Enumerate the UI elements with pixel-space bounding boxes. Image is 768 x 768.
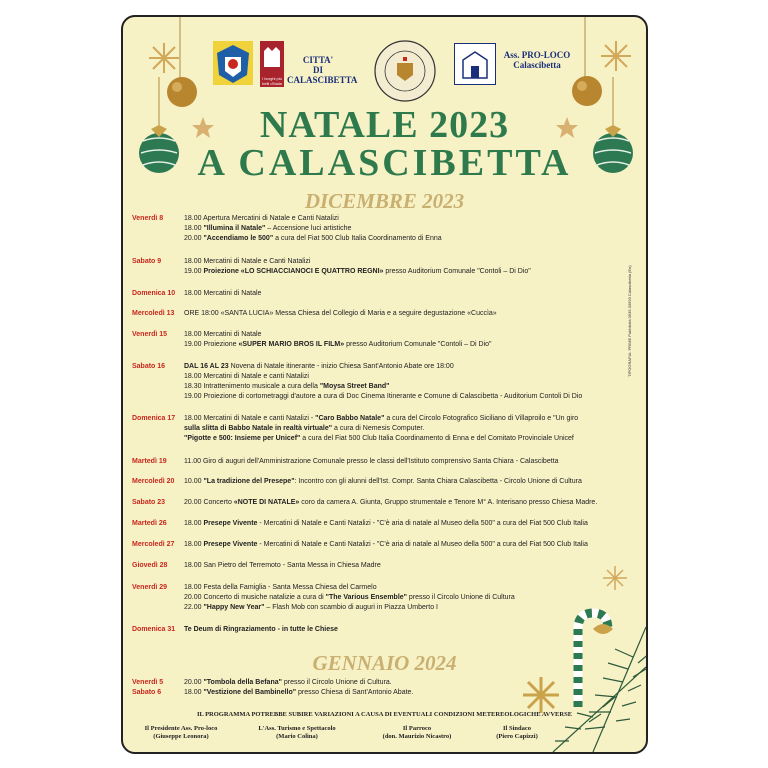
event-line-pre: 19.00 Proiezione di cortometraggi d'autore a cura di Doc Cinema Itinerante e Comune di Calascibetta - Auditorium Contoli Di Dio (184, 393, 583, 400)
event-lines (184, 289, 644, 299)
event-line-post: presso Chiesa di Sant'Antonio Abate. (296, 689, 414, 696)
event-lines (184, 309, 644, 319)
borghi-label: I borghi più belli d'Italia (262, 76, 282, 86)
event-line (184, 678, 644, 688)
event-day: Sabato 6 (132, 689, 162, 696)
event-lines (184, 583, 644, 613)
event-line-pre: 10.00 (184, 478, 204, 485)
event-line-pre: 18.00 Festa della Famiglia - Santa Messa Chiesa del Carmelo (184, 584, 377, 591)
event-line-bold: "Caro Babbo Natale" (315, 415, 385, 422)
city-label-line: CITTA' (302, 55, 334, 65)
event-line (184, 519, 644, 529)
event-line-pre: 18.00 Mercatini di Natale e Canti Natalizi (184, 258, 311, 265)
proloco-label-line: Calascibetta (513, 60, 561, 70)
event-line-pre: 18.00 Mercatini di Natale e canti Natalizi - (184, 415, 316, 422)
event-line-bold: «SUPER MARIO BROS IL FILM» (238, 341, 345, 348)
event-day: Sabato 16 (132, 363, 166, 370)
event-lines (184, 477, 644, 487)
event-line-bold: "Illumina il Natale" (203, 225, 266, 232)
event-line (184, 309, 644, 319)
event-lines (184, 362, 644, 402)
signature-block (247, 725, 347, 741)
event-day: Domenica 10 (132, 290, 176, 297)
event-day: Mercoledì 20 (132, 478, 175, 485)
event-line (184, 414, 644, 424)
event-line-pre: 20.00 (184, 235, 204, 242)
event-line-post: Novena di Natale itinerante - inizio Chiesa Sant'Antonio Abate ore 18:00 (228, 363, 454, 370)
event-line-post: – Accensione luci artistiche (265, 225, 352, 232)
event-line-post: – Flash Mob con scambio di auguri in Piazza Umberto I (264, 604, 438, 611)
event-line (184, 688, 644, 698)
event-line-pre: 20.00 Concerto (184, 499, 234, 506)
event-lines (184, 540, 644, 550)
event-line-post: presso il Circolo Unione di Cultura (406, 594, 515, 601)
event-line-bold: «NOTE DI NATALE» (233, 499, 300, 506)
signature-block (367, 725, 467, 741)
title-line-1: NATALE 2023 (259, 104, 510, 146)
event-line-bold: DAL 16 AL 23 (184, 363, 229, 370)
event-line (184, 625, 644, 635)
signature-role: Il Sindaco (503, 725, 531, 732)
signature-role: Il Presidente Ass. Pro-loco (144, 725, 218, 732)
event-line-post: coro da camera A. Giunta, Gruppo strumentale e Tenore M° A. Interisano presso Chiesa Madre. (299, 499, 598, 506)
event-line (184, 593, 644, 603)
event-day: Domenica 31 (132, 626, 176, 633)
event-day: Venerdì 5 (132, 679, 164, 686)
event-lines (184, 214, 644, 244)
event-line-pre: 18.00 (184, 541, 204, 548)
event-line (184, 330, 644, 340)
event-lines (184, 330, 644, 350)
event-line-bold: "The Various Ensemble" (325, 594, 407, 601)
event-day: Venerdì 15 (132, 331, 168, 338)
city-label (287, 55, 358, 85)
event-line-bold: "Tombola della Befana" (203, 679, 282, 686)
event-lines (184, 519, 644, 529)
event-line-pre: 20.00 (184, 679, 204, 686)
event-line-post: presso Auditorium Comunale "Contoli – Di Dio" (344, 341, 492, 348)
event-day: Martedì 19 (132, 458, 167, 465)
event-line-post: : Incontro con gli alunni dell'Ist. Compr. Santa Chiara Calascibetta - Circolo Unione di Cultura (294, 478, 582, 485)
city-label-line: DI (312, 65, 323, 75)
event-line-post: - Mercatini di Natale e Canti Natalizi - "C'è aria di natale al Museo della 500" a cura del Fiat 500 Club Italia (257, 541, 588, 548)
event-day: Sabato 9 (132, 258, 162, 265)
month-heading-december: DICEMBRE 2023 (304, 189, 465, 213)
event-lines (184, 625, 644, 635)
event-line (184, 214, 644, 224)
snowflake-icon (601, 41, 631, 71)
event-day: Venerdì 29 (132, 584, 168, 591)
event-line-pre: 18.00 Mercatini di Natale e canti Natalizi (184, 373, 309, 380)
event-line-pre: 18.00 Mercatini di Natale (184, 290, 262, 297)
printer-credit: TIPOGRAFIA: PRIME Pubblicità 0935.33993 Calascibetta (En) (627, 265, 632, 377)
event-lines (184, 414, 644, 444)
event-line (184, 362, 644, 372)
event-day: Sabato 23 (132, 499, 166, 506)
event-line-pre: 18.00 (184, 689, 204, 696)
event-line-bold: Presepe Vivente (203, 520, 258, 527)
proloco-label-line: Ass. PRO-LOCO (503, 50, 571, 60)
event-lines (184, 688, 644, 698)
event-line (184, 477, 644, 487)
event-line-pre: 19.00 (184, 268, 204, 275)
event-line (184, 267, 644, 277)
event-line (184, 424, 644, 434)
event-line-post: presso il Circolo Unione di Cultura. (281, 679, 392, 686)
event-line (184, 289, 644, 299)
event-line-bold: "La tradizione del Presepe" (203, 478, 295, 485)
event-line-pre: 22.00 (184, 604, 204, 611)
event-line (184, 234, 644, 244)
event-line-pre: 19.00 Proiezione (184, 341, 239, 348)
signature-name: (Piero Capizzi) (496, 733, 538, 740)
parish-seal (373, 39, 437, 103)
signature-block (131, 725, 231, 741)
event-day: Venerdì 8 (132, 215, 164, 222)
event-day: Domenica 17 (132, 415, 176, 422)
event-line-post: a cura di Nemesis Computer. (332, 425, 425, 432)
event-line-pre: 18.30 Intrattenimento musicale a cura della (184, 383, 320, 390)
month-heading-january: GENNAIO 2024 (312, 651, 457, 675)
event-line-bold: "Pigotte e 500: Insieme per Unicef" (184, 435, 301, 442)
event-line-pre: 18.00 Apertura Mercatini di Natale e Canti Natalizi (184, 215, 339, 222)
event-line-bold: sulla slitta di Babbo Natale in realtà virtuale" (184, 425, 333, 432)
event-line-bold: "Moysa Street Band" (319, 383, 390, 390)
event-line (184, 340, 644, 350)
event-day: Giovedì 28 (132, 562, 168, 569)
event-line (184, 561, 644, 571)
snowflake-icon (149, 43, 179, 73)
gold-bauble-icon (572, 76, 602, 106)
event-line (184, 392, 644, 402)
event-lines (184, 561, 644, 571)
event-line (184, 603, 644, 613)
event-line-post: a cura del Fiat 500 Club Italia Coordinamento di Enna e del Comitato Provinciale Unicef (300, 435, 574, 442)
event-lines (184, 457, 644, 467)
event-line (184, 583, 644, 593)
event-line-post: - Mercatini di Natale e Canti Natalizi - "C'è aria di natale al Museo della 500" a cura del Fiat 500 Club Italia (257, 520, 588, 527)
event-day: Martedì 26 (132, 520, 167, 527)
event-line (184, 434, 644, 444)
signature-name: (don. Maurizio Nicastro) (382, 733, 452, 740)
signature-name: (Mario Colina) (276, 733, 318, 740)
event-line-pre: 18.00 (184, 520, 204, 527)
event-line-pre: 18.00 San Pietro del Terremoto - Santa Messa in Chiesa Madre (184, 562, 381, 569)
event-line-bold: Presepe Vivente (203, 541, 258, 548)
event-line (184, 372, 644, 382)
signature-role: L'Ass. Turismo e Spettacolo (258, 725, 336, 732)
event-line-bold: "Accendiamo le 500" (203, 235, 274, 242)
event-line (184, 224, 644, 234)
signature-block (467, 725, 567, 741)
proloco-label (497, 50, 577, 70)
signature-name: (Giuseppe Leonora) (153, 733, 209, 740)
event-line-post: presso Auditorium Comunale "Contoli – Di Dio" (383, 268, 531, 275)
event-line-pre: 18.00 (184, 225, 204, 232)
event-line-bold: Te Deum di Ringraziamento - in tutte le Chiese (184, 626, 338, 633)
event-line (184, 382, 644, 392)
crest-logo (213, 41, 253, 85)
event-line-post: a cura del Circolo Fotografico Siciliano di Villaproilo e "Un giro (384, 415, 579, 422)
city-label-line: CALASCIBETTA (287, 75, 358, 85)
event-line (184, 457, 644, 467)
event-line-pre: 18.00 Mercatini di Natale (184, 331, 262, 338)
event-lines (184, 678, 644, 688)
signature-role: Il Parroco (402, 725, 432, 732)
event-line-pre: 11.00 Giro di auguri dell'Amministrazione Comunale presso le classi dell'Istituto comprensivo Santa Chiara - Calascibetta (184, 458, 559, 465)
borghi-logo (260, 41, 284, 87)
event-line (184, 498, 644, 508)
event-line (184, 540, 644, 550)
event-line-bold: "Vestizione del Bambinello" (203, 689, 297, 696)
event-line (184, 257, 644, 267)
event-line-bold: "Happy New Year" (203, 604, 265, 611)
title-line-2: A CALASCIBETTA (197, 142, 572, 184)
event-line-post: a cura del Fiat 500 Club Italia Coordinamento di Enna (273, 235, 442, 242)
disclaimer: IL PROGRAMMA POTREBBE SUBIRE VARIAZIONI A CAUSA DI EVENTUALI CONDIZIONI METEREOLOGICHE AVVERSE (196, 711, 573, 718)
event-day: Mercoledì 27 (132, 541, 175, 548)
event-lines (184, 257, 644, 277)
event-line-pre: ORE 18:00 «SANTA LUCIA» Messa Chiesa del Collegio di Maria e a seguire degustazione «Cuccìa» (184, 310, 497, 317)
poster (121, 15, 648, 754)
event-lines (184, 498, 644, 508)
event-line-pre: 20.00 Concerto di musiche natalizie a cura di (184, 594, 326, 601)
event-day: Mercoledì 13 (132, 310, 175, 317)
proloco-logo (454, 43, 496, 85)
event-line-bold: Proiezione «LO SCHIACCIANOCI E QUATTRO REGNI» (203, 268, 384, 275)
